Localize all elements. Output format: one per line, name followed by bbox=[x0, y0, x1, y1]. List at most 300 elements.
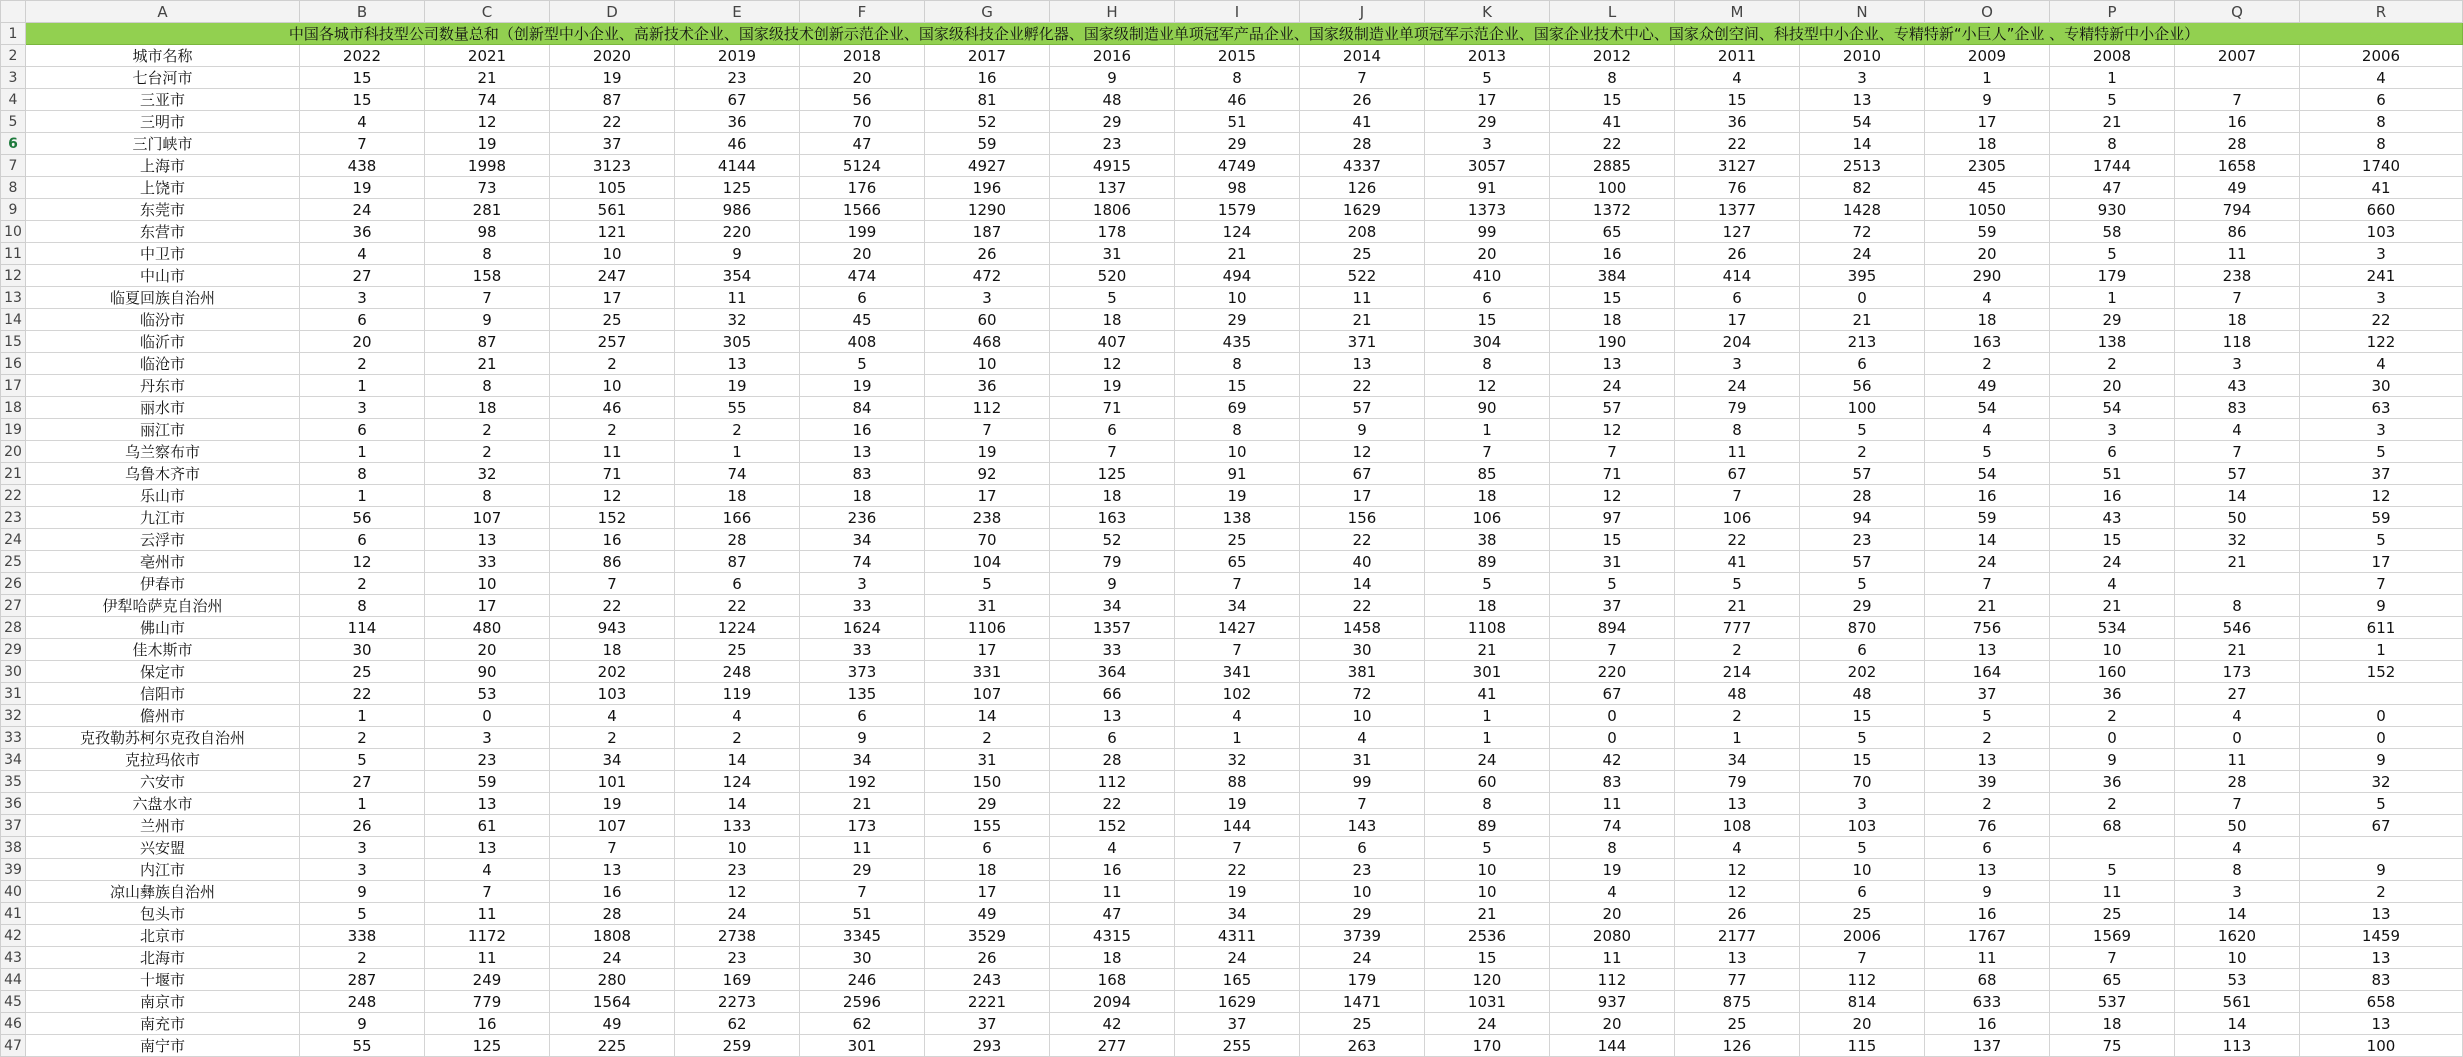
value-cell[interactable]: 36 bbox=[1675, 111, 1800, 133]
value-cell[interactable]: 7 bbox=[2175, 793, 2300, 815]
value-cell[interactable]: 196 bbox=[925, 177, 1050, 199]
value-cell[interactable]: 71 bbox=[1550, 463, 1675, 485]
value-cell[interactable]: 49 bbox=[925, 903, 1050, 925]
value-cell[interactable]: 611 bbox=[2300, 617, 2463, 639]
value-cell[interactable]: 1566 bbox=[800, 199, 925, 221]
value-cell[interactable]: 152 bbox=[550, 507, 675, 529]
value-cell[interactable]: 2 bbox=[1925, 353, 2050, 375]
value-cell[interactable]: 135 bbox=[800, 683, 925, 705]
value-cell[interactable]: 10 bbox=[1300, 881, 1425, 903]
value-cell[interactable]: 11 bbox=[2175, 243, 2300, 265]
value-cell[interactable]: 19 bbox=[300, 177, 425, 199]
value-cell[interactable]: 10 bbox=[425, 573, 550, 595]
city-name-cell[interactable]: 九江市 bbox=[26, 507, 300, 529]
value-cell[interactable]: 176 bbox=[800, 177, 925, 199]
city-name-cell[interactable]: 临汾市 bbox=[26, 309, 300, 331]
value-cell[interactable]: 293 bbox=[925, 1035, 1050, 1057]
value-cell[interactable]: 94 bbox=[1800, 507, 1925, 529]
value-cell[interactable]: 2 bbox=[300, 727, 425, 749]
value-cell[interactable]: 11 bbox=[550, 441, 675, 463]
city-name-cell[interactable]: 丽水市 bbox=[26, 397, 300, 419]
value-cell[interactable]: 22 bbox=[1300, 529, 1425, 551]
value-cell[interactable]: 137 bbox=[1050, 177, 1175, 199]
value-cell[interactable]: 1373 bbox=[1425, 199, 1550, 221]
value-cell[interactable]: 3057 bbox=[1425, 155, 1550, 177]
value-cell[interactable]: 3 bbox=[1800, 67, 1925, 89]
value-cell[interactable]: 12 bbox=[1550, 419, 1675, 441]
value-cell[interactable]: 79 bbox=[1675, 397, 1800, 419]
value-cell[interactable]: 19 bbox=[675, 375, 800, 397]
value-cell[interactable]: 12 bbox=[1550, 485, 1675, 507]
value-cell[interactable]: 22 bbox=[300, 683, 425, 705]
value-cell[interactable]: 53 bbox=[425, 683, 550, 705]
header-cell-year[interactable]: 2009 bbox=[1925, 45, 2050, 67]
value-cell[interactable]: 6 bbox=[2300, 89, 2463, 111]
value-cell[interactable]: 179 bbox=[2050, 265, 2175, 287]
value-cell[interactable]: 9 bbox=[2300, 595, 2463, 617]
value-cell[interactable]: 4749 bbox=[1175, 155, 1300, 177]
row-header[interactable]: 19 bbox=[1, 419, 26, 441]
value-cell[interactable]: 8 bbox=[2300, 111, 2463, 133]
city-name-cell[interactable]: 伊春市 bbox=[26, 573, 300, 595]
value-cell[interactable]: 22 bbox=[2300, 309, 2463, 331]
value-cell[interactable]: 3 bbox=[2050, 419, 2175, 441]
value-cell[interactable]: 9 bbox=[2050, 749, 2175, 771]
value-cell[interactable]: 11 bbox=[1550, 793, 1675, 815]
value-cell[interactable]: 36 bbox=[2050, 771, 2175, 793]
value-cell[interactable]: 67 bbox=[675, 89, 800, 111]
value-cell[interactable]: 16 bbox=[925, 67, 1050, 89]
value-cell[interactable]: 15 bbox=[300, 89, 425, 111]
value-cell[interactable]: 21 bbox=[1175, 243, 1300, 265]
value-cell[interactable]: 3 bbox=[2175, 881, 2300, 903]
value-cell[interactable]: 281 bbox=[425, 199, 550, 221]
city-name-cell[interactable]: 七台河市 bbox=[26, 67, 300, 89]
row-header[interactable]: 3 bbox=[1, 67, 26, 89]
value-cell[interactable]: 21 bbox=[2175, 551, 2300, 573]
value-cell[interactable]: 435 bbox=[1175, 331, 1300, 353]
value-cell[interactable]: 2 bbox=[1925, 793, 2050, 815]
value-cell[interactable]: 48 bbox=[1800, 683, 1925, 705]
value-cell[interactable]: 5 bbox=[1800, 727, 1925, 749]
value-cell[interactable]: 5 bbox=[300, 903, 425, 925]
value-cell[interactable]: 69 bbox=[1175, 397, 1300, 419]
value-cell[interactable]: 7 bbox=[2050, 947, 2175, 969]
value-cell[interactable]: 104 bbox=[925, 551, 1050, 573]
value-cell[interactable]: 238 bbox=[925, 507, 1050, 529]
value-cell[interactable]: 87 bbox=[425, 331, 550, 353]
column-header-N[interactable]: N bbox=[1800, 1, 1925, 23]
value-cell[interactable]: 25 bbox=[1300, 243, 1425, 265]
value-cell[interactable] bbox=[2300, 837, 2463, 859]
value-cell[interactable]: 11 bbox=[675, 287, 800, 309]
header-cell-year[interactable]: 2022 bbox=[300, 45, 425, 67]
value-cell[interactable]: 41 bbox=[1300, 111, 1425, 133]
value-cell[interactable]: 1 bbox=[300, 441, 425, 463]
value-cell[interactable]: 15 bbox=[1550, 529, 1675, 551]
value-cell[interactable]: 11 bbox=[1925, 947, 2050, 969]
value-cell[interactable]: 1372 bbox=[1550, 199, 1675, 221]
value-cell[interactable]: 29 bbox=[925, 793, 1050, 815]
value-cell[interactable]: 1 bbox=[300, 485, 425, 507]
value-cell[interactable]: 32 bbox=[675, 309, 800, 331]
value-cell[interactable]: 660 bbox=[2300, 199, 2463, 221]
value-cell[interactable]: 4927 bbox=[925, 155, 1050, 177]
value-cell[interactable]: 6 bbox=[675, 573, 800, 595]
value-cell[interactable]: 17 bbox=[925, 485, 1050, 507]
header-cell-year[interactable]: 2015 bbox=[1175, 45, 1300, 67]
value-cell[interactable]: 91 bbox=[1175, 463, 1300, 485]
value-cell[interactable]: 248 bbox=[300, 991, 425, 1013]
header-cell-year[interactable]: 2014 bbox=[1300, 45, 1425, 67]
value-cell[interactable]: 26 bbox=[1675, 903, 1800, 925]
value-cell[interactable]: 4 bbox=[1925, 287, 2050, 309]
value-cell[interactable]: 34 bbox=[1675, 749, 1800, 771]
value-cell[interactable]: 255 bbox=[1175, 1035, 1300, 1057]
value-cell[interactable]: 0 bbox=[425, 705, 550, 727]
value-cell[interactable]: 112 bbox=[1050, 771, 1175, 793]
value-cell[interactable]: 18 bbox=[1425, 595, 1550, 617]
value-cell[interactable]: 11 bbox=[800, 837, 925, 859]
value-cell[interactable]: 6 bbox=[2050, 441, 2175, 463]
value-cell[interactable]: 247 bbox=[550, 265, 675, 287]
value-cell[interactable]: 32 bbox=[1175, 749, 1300, 771]
value-cell[interactable]: 12 bbox=[675, 881, 800, 903]
value-cell[interactable]: 13 bbox=[2300, 1013, 2463, 1035]
value-cell[interactable]: 28 bbox=[2175, 771, 2300, 793]
row-header[interactable]: 6 bbox=[1, 133, 26, 155]
city-name-cell[interactable]: 南京市 bbox=[26, 991, 300, 1013]
value-cell[interactable]: 7 bbox=[2175, 287, 2300, 309]
value-cell[interactable]: 9 bbox=[300, 1013, 425, 1035]
value-cell[interactable]: 51 bbox=[800, 903, 925, 925]
value-cell[interactable]: 407 bbox=[1050, 331, 1175, 353]
value-cell[interactable]: 4315 bbox=[1050, 925, 1175, 947]
value-cell[interactable]: 6 bbox=[1425, 287, 1550, 309]
row-header[interactable]: 47 bbox=[1, 1035, 26, 1057]
row-header[interactable]: 28 bbox=[1, 617, 26, 639]
value-cell[interactable]: 1 bbox=[675, 441, 800, 463]
value-cell[interactable]: 50 bbox=[2175, 815, 2300, 837]
value-cell[interactable]: 103 bbox=[550, 683, 675, 705]
value-cell[interactable]: 18 bbox=[675, 485, 800, 507]
value-cell[interactable]: 1658 bbox=[2175, 155, 2300, 177]
value-cell[interactable]: 15 bbox=[300, 67, 425, 89]
value-cell[interactable]: 1050 bbox=[1925, 199, 2050, 221]
value-cell[interactable]: 22 bbox=[1050, 793, 1175, 815]
value-cell[interactable]: 27 bbox=[300, 265, 425, 287]
value-cell[interactable]: 6 bbox=[300, 419, 425, 441]
value-cell[interactable]: 561 bbox=[550, 199, 675, 221]
value-cell[interactable]: 59 bbox=[925, 133, 1050, 155]
row-header[interactable]: 1 bbox=[1, 23, 26, 45]
value-cell[interactable]: 474 bbox=[800, 265, 925, 287]
sheet-title-cell[interactable]: 中国各城市科技型公司数量总和（创新型中小企业、高新技术企业、国家级技术创新示范企业、国家级科技企业孵化器、国家级制造业单项冠军产品企业、国家级制造业单项冠军示范企业、国家企业技术中心、国家众创空间、科技型中小企业、专精特新“小巨人”企业 、专精特新中小企业） bbox=[26, 23, 2463, 45]
value-cell[interactable]: 4 bbox=[1675, 837, 1800, 859]
value-cell[interactable]: 13 bbox=[425, 837, 550, 859]
city-name-cell[interactable]: 丽江市 bbox=[26, 419, 300, 441]
city-name-cell[interactable]: 上海市 bbox=[26, 155, 300, 177]
value-cell[interactable]: 2 bbox=[925, 727, 1050, 749]
value-cell[interactable]: 17 bbox=[425, 595, 550, 617]
value-cell[interactable]: 36 bbox=[925, 375, 1050, 397]
value-cell[interactable]: 24 bbox=[1425, 1013, 1550, 1035]
value-cell[interactable]: 18 bbox=[800, 485, 925, 507]
city-name-cell[interactable]: 中山市 bbox=[26, 265, 300, 287]
value-cell[interactable]: 9 bbox=[1925, 89, 2050, 111]
value-cell[interactable]: 52 bbox=[1050, 529, 1175, 551]
value-cell[interactable]: 4915 bbox=[1050, 155, 1175, 177]
city-name-cell[interactable]: 六盘水市 bbox=[26, 793, 300, 815]
value-cell[interactable]: 20 bbox=[800, 67, 925, 89]
value-cell[interactable]: 1629 bbox=[1175, 991, 1300, 1013]
value-cell[interactable]: 32 bbox=[2300, 771, 2463, 793]
value-cell[interactable]: 1629 bbox=[1300, 199, 1425, 221]
value-cell[interactable]: 3 bbox=[300, 837, 425, 859]
value-cell[interactable]: 138 bbox=[2050, 331, 2175, 353]
value-cell[interactable]: 33 bbox=[800, 639, 925, 661]
row-header[interactable]: 31 bbox=[1, 683, 26, 705]
value-cell[interactable]: 2 bbox=[1925, 727, 2050, 749]
value-cell[interactable]: 4 bbox=[1550, 881, 1675, 903]
value-cell[interactable]: 75 bbox=[2050, 1035, 2175, 1057]
value-cell[interactable]: 37 bbox=[1175, 1013, 1300, 1035]
value-cell[interactable]: 25 bbox=[300, 661, 425, 683]
row-header[interactable]: 24 bbox=[1, 529, 26, 551]
header-cell-year[interactable]: 2019 bbox=[675, 45, 800, 67]
value-cell[interactable]: 13 bbox=[1925, 859, 2050, 881]
value-cell[interactable]: 13 bbox=[425, 529, 550, 551]
value-cell[interactable]: 7 bbox=[1175, 639, 1300, 661]
value-cell[interactable]: 7 bbox=[2300, 573, 2463, 595]
row-header[interactable]: 45 bbox=[1, 991, 26, 1013]
value-cell[interactable]: 70 bbox=[925, 529, 1050, 551]
value-cell[interactable]: 37 bbox=[1550, 595, 1675, 617]
row-header[interactable]: 42 bbox=[1, 925, 26, 947]
value-cell[interactable]: 338 bbox=[300, 925, 425, 947]
value-cell[interactable]: 57 bbox=[1550, 397, 1675, 419]
value-cell[interactable]: 67 bbox=[1550, 683, 1675, 705]
row-header[interactable]: 18 bbox=[1, 397, 26, 419]
value-cell[interactable]: 39 bbox=[1925, 771, 2050, 793]
value-cell[interactable]: 214 bbox=[1675, 661, 1800, 683]
row-header[interactable]: 33 bbox=[1, 727, 26, 749]
value-cell[interactable]: 13 bbox=[1800, 89, 1925, 111]
value-cell[interactable]: 4144 bbox=[675, 155, 800, 177]
city-name-cell[interactable]: 亳州市 bbox=[26, 551, 300, 573]
value-cell[interactable]: 41 bbox=[1425, 683, 1550, 705]
value-cell[interactable]: 30 bbox=[800, 947, 925, 969]
value-cell[interactable]: 57 bbox=[1800, 551, 1925, 573]
row-header[interactable]: 22 bbox=[1, 485, 26, 507]
value-cell[interactable]: 138 bbox=[1175, 507, 1300, 529]
value-cell[interactable]: 277 bbox=[1050, 1035, 1175, 1057]
row-header[interactable]: 12 bbox=[1, 265, 26, 287]
value-cell[interactable]: 6 bbox=[1925, 837, 2050, 859]
value-cell[interactable]: 37 bbox=[550, 133, 675, 155]
value-cell[interactable]: 2273 bbox=[675, 991, 800, 1013]
value-cell[interactable]: 18 bbox=[1550, 309, 1675, 331]
value-cell[interactable]: 17 bbox=[1300, 485, 1425, 507]
value-cell[interactable]: 2536 bbox=[1425, 925, 1550, 947]
value-cell[interactable]: 113 bbox=[2175, 1035, 2300, 1057]
value-cell[interactable]: 133 bbox=[675, 815, 800, 837]
city-name-cell[interactable]: 北海市 bbox=[26, 947, 300, 969]
value-cell[interactable]: 9 bbox=[425, 309, 550, 331]
value-cell[interactable]: 13 bbox=[800, 441, 925, 463]
value-cell[interactable]: 86 bbox=[550, 551, 675, 573]
value-cell[interactable]: 19 bbox=[1550, 859, 1675, 881]
value-cell[interactable]: 62 bbox=[675, 1013, 800, 1035]
value-cell[interactable]: 943 bbox=[550, 617, 675, 639]
value-cell[interactable]: 29 bbox=[1050, 111, 1175, 133]
value-cell[interactable]: 12 bbox=[550, 485, 675, 507]
value-cell[interactable]: 5 bbox=[800, 353, 925, 375]
value-cell[interactable]: 59 bbox=[425, 771, 550, 793]
value-cell[interactable]: 6 bbox=[300, 309, 425, 331]
row-header[interactable]: 15 bbox=[1, 331, 26, 353]
value-cell[interactable]: 67 bbox=[1675, 463, 1800, 485]
value-cell[interactable]: 0 bbox=[2300, 705, 2463, 727]
value-cell[interactable]: 1808 bbox=[550, 925, 675, 947]
value-cell[interactable]: 301 bbox=[1425, 661, 1550, 683]
value-cell[interactable]: 155 bbox=[925, 815, 1050, 837]
row-header[interactable]: 4 bbox=[1, 89, 26, 111]
value-cell[interactable]: 5 bbox=[1800, 573, 1925, 595]
value-cell[interactable]: 24 bbox=[2050, 551, 2175, 573]
value-cell[interactable]: 12 bbox=[1675, 881, 1800, 903]
value-cell[interactable]: 0 bbox=[1800, 287, 1925, 309]
value-cell[interactable]: 23 bbox=[675, 859, 800, 881]
value-cell[interactable]: 2 bbox=[300, 947, 425, 969]
value-cell[interactable]: 14 bbox=[675, 793, 800, 815]
value-cell[interactable]: 2596 bbox=[800, 991, 925, 1013]
value-cell[interactable]: 100 bbox=[1800, 397, 1925, 419]
value-cell[interactable]: 67 bbox=[2300, 815, 2463, 837]
value-cell[interactable]: 24 bbox=[1550, 375, 1675, 397]
value-cell[interactable]: 8 bbox=[1675, 419, 1800, 441]
value-cell[interactable]: 23 bbox=[1800, 529, 1925, 551]
value-cell[interactable]: 371 bbox=[1300, 331, 1425, 353]
value-cell[interactable] bbox=[2175, 67, 2300, 89]
value-cell[interactable]: 1 bbox=[1675, 727, 1800, 749]
value-cell[interactable]: 190 bbox=[1550, 331, 1675, 353]
value-cell[interactable]: 341 bbox=[1175, 661, 1300, 683]
value-cell[interactable]: 5 bbox=[1800, 419, 1925, 441]
value-cell[interactable]: 37 bbox=[925, 1013, 1050, 1035]
value-cell[interactable]: 46 bbox=[1175, 89, 1300, 111]
value-cell[interactable]: 5 bbox=[1550, 573, 1675, 595]
value-cell[interactable]: 23 bbox=[675, 67, 800, 89]
value-cell[interactable]: 9 bbox=[675, 243, 800, 265]
value-cell[interactable]: 8 bbox=[1175, 67, 1300, 89]
value-cell[interactable]: 21 bbox=[2050, 111, 2175, 133]
value-cell[interactable]: 12 bbox=[2300, 485, 2463, 507]
value-cell[interactable]: 68 bbox=[1925, 969, 2050, 991]
value-cell[interactable]: 30 bbox=[1300, 639, 1425, 661]
value-cell[interactable]: 54 bbox=[1800, 111, 1925, 133]
value-cell[interactable]: 22 bbox=[1675, 133, 1800, 155]
value-cell[interactable]: 144 bbox=[1550, 1035, 1675, 1057]
value-cell[interactable]: 7 bbox=[425, 881, 550, 903]
value-cell[interactable]: 21 bbox=[1800, 309, 1925, 331]
value-cell[interactable]: 21 bbox=[425, 67, 550, 89]
value-cell[interactable]: 179 bbox=[1300, 969, 1425, 991]
value-cell[interactable]: 8 bbox=[1425, 353, 1550, 375]
city-name-cell[interactable]: 包头市 bbox=[26, 903, 300, 925]
value-cell[interactable]: 40 bbox=[1300, 551, 1425, 573]
value-cell[interactable]: 28 bbox=[550, 903, 675, 925]
value-cell[interactable]: 777 bbox=[1675, 617, 1800, 639]
value-cell[interactable]: 5 bbox=[1425, 67, 1550, 89]
value-cell[interactable]: 24 bbox=[1925, 551, 2050, 573]
city-name-cell[interactable]: 东营市 bbox=[26, 221, 300, 243]
value-cell[interactable]: 65 bbox=[1175, 551, 1300, 573]
value-cell[interactable]: 225 bbox=[550, 1035, 675, 1057]
value-cell[interactable]: 25 bbox=[2050, 903, 2175, 925]
value-cell[interactable]: 779 bbox=[425, 991, 550, 1013]
value-cell[interactable]: 6 bbox=[1050, 419, 1175, 441]
value-cell[interactable]: 163 bbox=[1925, 331, 2050, 353]
value-cell[interactable]: 1 bbox=[1925, 67, 2050, 89]
value-cell[interactable]: 48 bbox=[1050, 89, 1175, 111]
city-name-cell[interactable]: 佛山市 bbox=[26, 617, 300, 639]
row-header[interactable]: 25 bbox=[1, 551, 26, 573]
value-cell[interactable]: 59 bbox=[2300, 507, 2463, 529]
value-cell[interactable]: 364 bbox=[1050, 661, 1175, 683]
value-cell[interactable]: 90 bbox=[425, 661, 550, 683]
value-cell[interactable]: 354 bbox=[675, 265, 800, 287]
value-cell[interactable]: 76 bbox=[1675, 177, 1800, 199]
value-cell[interactable]: 12 bbox=[300, 551, 425, 573]
value-cell[interactable]: 18 bbox=[925, 859, 1050, 881]
city-name-cell[interactable]: 兰州市 bbox=[26, 815, 300, 837]
value-cell[interactable]: 4 bbox=[425, 859, 550, 881]
value-cell[interactable]: 2 bbox=[425, 441, 550, 463]
value-cell[interactable]: 49 bbox=[550, 1013, 675, 1035]
value-cell[interactable]: 45 bbox=[1925, 177, 2050, 199]
value-cell[interactable]: 106 bbox=[1425, 507, 1550, 529]
value-cell[interactable]: 21 bbox=[1300, 309, 1425, 331]
value-cell[interactable]: 10 bbox=[1300, 705, 1425, 727]
value-cell[interactable]: 22 bbox=[1175, 859, 1300, 881]
value-cell[interactable]: 71 bbox=[1050, 397, 1175, 419]
value-cell[interactable]: 76 bbox=[1925, 815, 2050, 837]
value-cell[interactable]: 6 bbox=[300, 529, 425, 551]
value-cell[interactable]: 83 bbox=[1550, 771, 1675, 793]
value-cell[interactable]: 15 bbox=[1675, 89, 1800, 111]
value-cell[interactable]: 65 bbox=[2050, 969, 2175, 991]
value-cell[interactable]: 408 bbox=[800, 331, 925, 353]
value-cell[interactable]: 7 bbox=[925, 419, 1050, 441]
value-cell[interactable]: 14 bbox=[2175, 485, 2300, 507]
row-header[interactable]: 14 bbox=[1, 309, 26, 331]
value-cell[interactable]: 7 bbox=[550, 837, 675, 859]
row-header[interactable]: 34 bbox=[1, 749, 26, 771]
value-cell[interactable]: 18 bbox=[1925, 133, 2050, 155]
value-cell[interactable]: 3 bbox=[300, 287, 425, 309]
value-cell[interactable]: 55 bbox=[300, 1035, 425, 1057]
value-cell[interactable]: 15 bbox=[1800, 705, 1925, 727]
header-cell-year[interactable]: 2011 bbox=[1675, 45, 1800, 67]
value-cell[interactable]: 85 bbox=[1425, 463, 1550, 485]
value-cell[interactable]: 102 bbox=[1175, 683, 1300, 705]
value-cell[interactable]: 71 bbox=[550, 463, 675, 485]
value-cell[interactable]: 127 bbox=[1675, 221, 1800, 243]
value-cell[interactable]: 18 bbox=[2050, 1013, 2175, 1035]
value-cell[interactable]: 15 bbox=[1425, 947, 1550, 969]
value-cell[interactable]: 34 bbox=[550, 749, 675, 771]
